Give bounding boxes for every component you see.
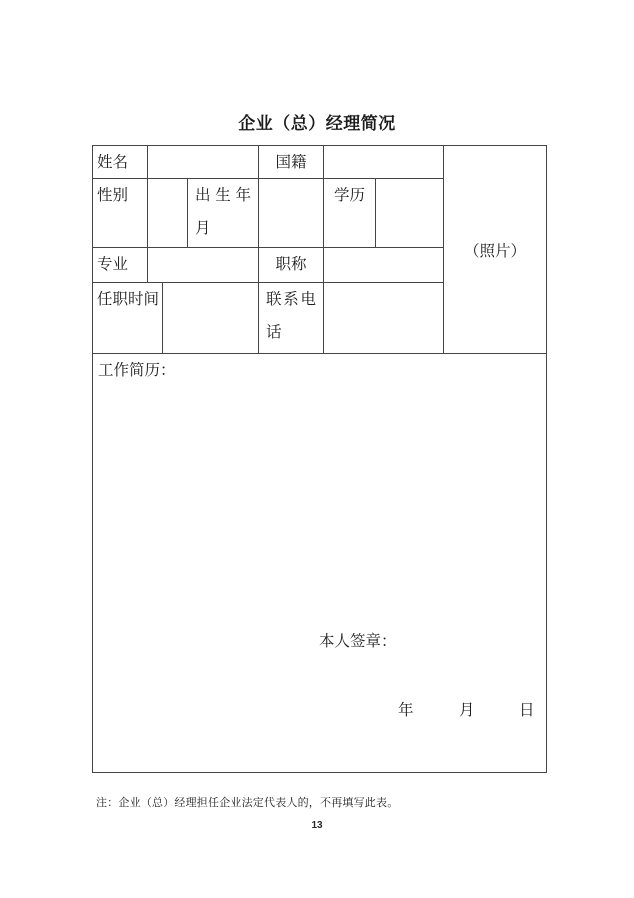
phone-label-cell: 联系电话 <box>258 282 323 353</box>
nationality-label-cell: 国籍 <box>258 145 323 178</box>
photo-placeholder: （照片） <box>463 242 526 260</box>
job-title-value-cell[interactable] <box>323 247 443 282</box>
phone-value-cell[interactable] <box>323 282 443 353</box>
nationality-value-cell[interactable] <box>323 145 443 178</box>
footnote: 注：企业（总）经理担任企业法定代表人的，不再填写此表。 <box>96 797 399 809</box>
birth-date-label-cell: 出生年月 <box>187 178 258 247</box>
name-value-cell[interactable] <box>147 145 258 178</box>
page-title: 企业（总）经理简况 <box>238 114 396 133</box>
name-label-cell: 姓名 <box>92 145 147 178</box>
major-value-cell[interactable] <box>147 247 258 282</box>
resume-cell[interactable] <box>92 353 547 773</box>
major-label-cell: 专业 <box>92 247 147 282</box>
profile-form-table <box>92 145 547 773</box>
job-title-label-cell: 职称 <box>258 247 323 282</box>
page-number: 13 <box>311 820 323 831</box>
birth-date-value-cell[interactable] <box>258 178 323 247</box>
gender-label-cell: 性别 <box>92 178 147 247</box>
date-day-label: 日 <box>519 702 535 719</box>
signature-label: 本人签章： <box>319 633 397 650</box>
tenure-value-cell[interactable] <box>162 282 258 353</box>
resume-label: 工作简历： <box>98 362 176 379</box>
education-label-cell: 学历 <box>323 178 375 247</box>
education-value-cell[interactable] <box>375 178 443 247</box>
gender-value-cell[interactable] <box>147 178 187 247</box>
date-month-label: 月 <box>459 702 475 719</box>
tenure-label-cell: 任职时间 <box>92 282 162 353</box>
photo-cell <box>443 145 547 353</box>
date-year-label: 年 <box>398 702 414 719</box>
